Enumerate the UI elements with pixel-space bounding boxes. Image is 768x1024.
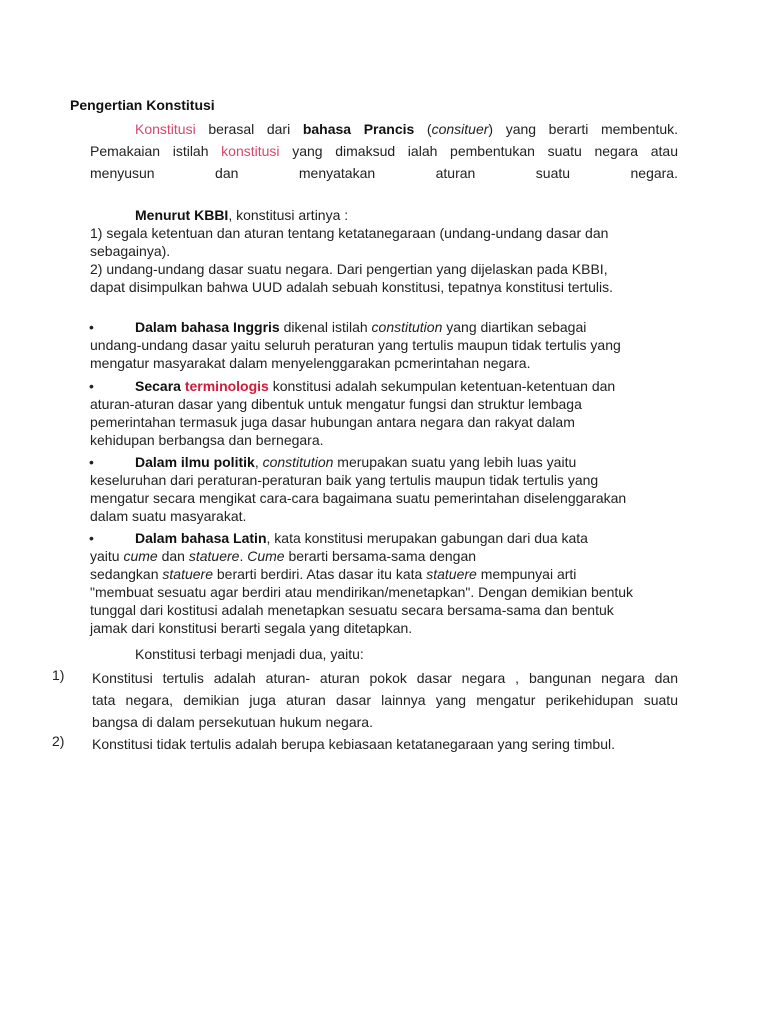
text-line (92, 711, 678, 733)
text-run: yang diartikan sebagai (442, 319, 587, 335)
text-line (90, 453, 678, 471)
styled-text: Dalam bahasa Latin (135, 530, 267, 546)
bullet-item-terminologis (90, 377, 678, 449)
intro-paragraph (90, 118, 678, 184)
text-line (90, 224, 678, 242)
text-line (90, 583, 678, 601)
item-text (92, 733, 678, 755)
bullet-item-inggris (90, 318, 678, 372)
text-line (90, 140, 678, 162)
text-run: yaitu (90, 548, 124, 564)
text-run: "membuat sesuatu agar berdiri atau mendirikan/menetapkan". Dengan demikian bentuk (90, 584, 634, 600)
text-run: undang-undang dasar yaitu seluruh peraturan yang tertulis maupun tidak tertulis yang (90, 337, 621, 353)
text-line (90, 529, 678, 547)
styled-text: konstitusi (221, 143, 280, 159)
text-line (90, 601, 678, 619)
styled-text: Konstitusi (135, 121, 196, 137)
styled-text: constitution (262, 454, 334, 470)
styled-text: statuere (188, 548, 240, 564)
text-run: dalam suatu masyarakat. (90, 508, 247, 524)
text-run: jamak dari konstitusi berarti segala yang ditetapkan. (90, 620, 413, 636)
text-line (90, 431, 678, 449)
kbbi-paragraph (90, 206, 678, 296)
text-run: sebagainya). (90, 243, 171, 259)
text-line (90, 471, 678, 489)
text-run: berarti bersama-sama dengan (284, 548, 477, 564)
types-intro: Konstitusi terbagi menjadi dua, yaitu: (135, 646, 364, 662)
styled-text: bahasa Prancis (302, 121, 415, 137)
text-run: berarti berdiri. Atas dasar itu kata (213, 566, 427, 582)
document-heading: Pengertian Konstitusi (70, 97, 215, 113)
styled-text: Dalam bahasa Inggris (135, 319, 280, 335)
text-line (90, 118, 678, 140)
text-line (92, 667, 678, 689)
text-line (92, 689, 678, 711)
styled-text: constitution (371, 319, 443, 335)
text-line (90, 206, 678, 224)
text-run: yang dimaksud ialah pembentukan suatu negara atau (279, 143, 678, 159)
text-run: mempunyai arti (476, 566, 577, 582)
styled-text: Dalam ilmu politik (135, 454, 255, 470)
text-run: dapat disimpulkan bahwa UUD adalah sebuah konstitusi, tepatnya konstitusi tertulis. (90, 279, 613, 295)
text-run: , (254, 454, 263, 470)
text-line (92, 733, 678, 755)
text-run: berasal dari (195, 121, 303, 137)
styled-text: terminologis (184, 378, 269, 394)
text-run: mengatur masyarakat dalam menyelenggarakan pcmerintahan negara. (90, 355, 531, 371)
styled-text: Cume (247, 548, 285, 564)
text-run: dan (157, 548, 189, 564)
text-line (90, 278, 678, 296)
text-run: , konstitusi artinya : (228, 207, 349, 223)
text-run: dikenal istilah (279, 319, 372, 335)
text-run: menyusun dan menyatakan aturan suatu negara. (90, 165, 678, 181)
text-run: bangsa di dalam persekutuan hukum negara. (92, 714, 373, 730)
text-run: Konstitusi tidak tertulis adalah berupa kebiasaan ketatanegaraan yang sering timbul. (92, 736, 615, 752)
text-run: 2) undang-undang dasar suatu negara. Dari pengertian yang dijelaskan pada KBBI, (90, 261, 608, 277)
styled-text: Secara (135, 378, 185, 394)
text-line (90, 619, 678, 637)
text-line (90, 318, 678, 336)
numbered-item (52, 733, 678, 755)
text-line (90, 260, 678, 278)
styled-text: cume (123, 548, 158, 564)
text-run: 1) segala ketentuan dan aturan tentang ketatanegaraan (undang-undang dasar dan (90, 225, 609, 241)
text-run: mengatur secara mengikat cara-cara bagaimana suatu pemerintahan diselenggarakan (90, 490, 627, 506)
text-line (90, 547, 678, 565)
text-run: , kata konstitusi merupakan gabungan dari dua kata (266, 530, 588, 546)
text-line (90, 162, 678, 184)
text-line (90, 565, 678, 583)
text-run: aturan-aturan dasar yang dibentuk untuk mengatur fungsi dan struktur lembaga (90, 396, 582, 412)
text-line (90, 413, 678, 431)
text-run: ) yang berarti membentuk. (488, 121, 679, 137)
numbered-item (52, 667, 678, 733)
text-run: merupakan suatu yang lebih luas yaitu (333, 454, 577, 470)
text-line (90, 395, 678, 413)
bullet-item-latin (90, 529, 678, 637)
text-run: ( (414, 121, 432, 137)
text-run: . (239, 548, 248, 564)
styled-text: statuere (426, 566, 477, 582)
text-run: tata negara, demikian juga aturan dasar lainnya yang mengatur perikehidupan suatu (92, 692, 678, 708)
styled-text: Menurut KBBI (135, 207, 229, 223)
bullet-item-politik (90, 453, 678, 525)
styled-text: consituer (431, 121, 489, 137)
text-line (90, 336, 678, 354)
text-line (90, 377, 678, 395)
text-line (90, 354, 678, 372)
styled-text: statuere (162, 566, 213, 582)
text-run: pemerintahan termasuk juga dasar hubungan antara negara dan rakyat dalam (90, 414, 575, 430)
text-line (90, 489, 678, 507)
text-run: keseluruhan dari peraturan-peraturan baik yang tertulis maupun tidak tertulis yang (90, 472, 599, 488)
text-line (90, 507, 678, 525)
text-line (90, 242, 678, 260)
item-number: 2) (52, 733, 65, 749)
item-number: 1) (52, 667, 65, 683)
text-run: Pemakaian istilah (90, 143, 222, 159)
item-text (92, 667, 678, 733)
text-run: Konstitusi tertulis adalah aturan- aturan pokok dasar negara , bangunan negara dan (92, 670, 678, 686)
text-run: sedangkan (90, 566, 163, 582)
text-run: tunggal dari kostitusi adalah menetapkan sesuatu secara bersama-sama dan bentuk (90, 602, 614, 618)
text-run: konstitusi adalah sekumpulan ketentuan-ketentuan dan (268, 378, 616, 394)
text-run: kehidupan berbangsa dan bernegara. (90, 432, 324, 448)
